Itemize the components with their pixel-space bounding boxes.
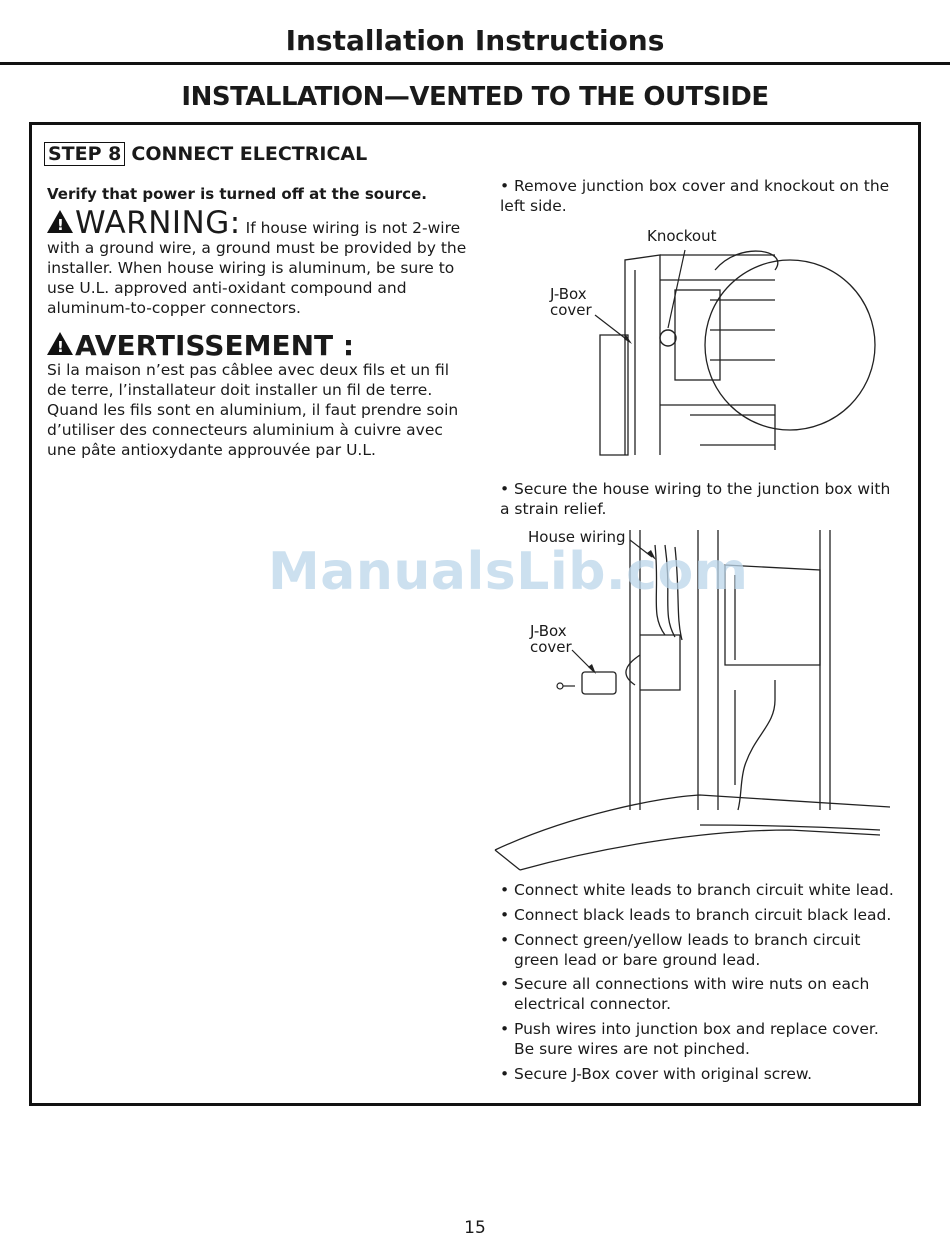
warning-block bbox=[47, 205, 467, 318]
bullet-secure-cover-text: Secure J-Box cover with original screw. bbox=[514, 1065, 813, 1083]
step-heading bbox=[44, 142, 367, 166]
warning-text: If house wiring is not 2-wire with a ground wire, a ground must be provided by the installer. When house wiring is aluminum, be sure to use U.L. approved anti-oxidant compound and aluminum-to-copper connectors. bbox=[47, 219, 467, 317]
verify-power-note: Verify that power is turned off at the source. bbox=[47, 185, 427, 203]
page-title: Installation Instructions bbox=[285, 24, 665, 57]
bullet-secure-wiring-text: Secure the house wiring to the junction box with a strain relief. bbox=[500, 480, 891, 518]
knockout-icon bbox=[660, 330, 676, 346]
bullet-push-wires-text: Push wires into junction box and replace cover. Be sure wires are not pinched. bbox=[514, 1020, 879, 1058]
warning-heading: WARNING: bbox=[75, 205, 241, 241]
avertissement-heading: AVERTISSEMENT : bbox=[75, 329, 355, 362]
knockout-label: Knockout bbox=[647, 227, 717, 245]
bullet-secure-cover: • Secure J-Box cover with original screw. bbox=[500, 1065, 813, 1083]
cover-label-2: cover bbox=[530, 638, 572, 656]
header-divider bbox=[0, 62, 950, 65]
avertissement-heading-row bbox=[47, 329, 467, 362]
screw-icon bbox=[557, 683, 563, 689]
bullet-remove-cover-text: Remove junction box cover and knockout on the left side. bbox=[500, 177, 890, 215]
avertissement-block bbox=[47, 329, 467, 460]
house-wiring-label: House wiring bbox=[528, 528, 626, 546]
bullet-ground-leads: • Connect green/yellow leads to branch circuit green lead or bare ground lead. bbox=[500, 931, 861, 969]
avertissement-triangle-icon: ! bbox=[47, 332, 73, 355]
bullet-black-leads-text: Connect black leads to branch circuit black lead. bbox=[514, 906, 892, 924]
bullet-black-leads: • Connect black leads to branch circuit black lead. bbox=[500, 906, 892, 924]
avertissement-text: Si la maison n’est pas câblee avec deux fils et un fil de terre, l’installateur doit installer un fil de terre. Quand les fils sont en aluminium, il faut prendre soin d’utiliser des connecteurs aluminium à cuivre avec une pâte antioxydante approuvée par U.L. bbox=[47, 361, 459, 459]
watermark: ManualsLib.com bbox=[268, 542, 749, 602]
page-number: 15 bbox=[464, 1218, 486, 1238]
step-badge: STEP 8 bbox=[44, 142, 125, 166]
bullet-white-leads-text: Connect white leads to branch circuit white lead. bbox=[514, 881, 894, 899]
bullet-wire-nuts: • Secure all connections with wire nuts on each electrical connector. bbox=[500, 975, 870, 1013]
bullet-wire-nuts-text: Secure all connections with wire nuts on each electrical connector. bbox=[514, 975, 870, 1013]
jbox-cover-icon bbox=[582, 672, 616, 694]
jbox-label-1: J-Box bbox=[550, 285, 587, 303]
bullet-push-wires: • Push wires into junction box and replace cover. Be sure wires are not pinched. bbox=[500, 1020, 879, 1058]
junction-box-figure bbox=[540, 227, 900, 460]
bullet-white-leads: • Connect white leads to branch circuit white lead. bbox=[500, 881, 894, 899]
cover-label-1: cover bbox=[550, 301, 592, 319]
section-title: INSTALLATION—VENTED TO THE OUTSIDE bbox=[181, 82, 769, 112]
step-title: CONNECT ELECTRICAL bbox=[131, 143, 368, 165]
warning-triangle-icon: ! bbox=[47, 210, 73, 233]
bullet-remove-cover: • Remove junction box cover and knockout on the left side. bbox=[500, 177, 890, 215]
bullet-ground-leads-text: Connect green/yellow leads to branch circuit green lead or bare ground lead. bbox=[514, 931, 861, 969]
bullet-secure-wiring: • Secure the house wiring to the junction box with a strain relief. bbox=[500, 480, 891, 518]
jbox-label-2: J-Box bbox=[530, 622, 567, 640]
